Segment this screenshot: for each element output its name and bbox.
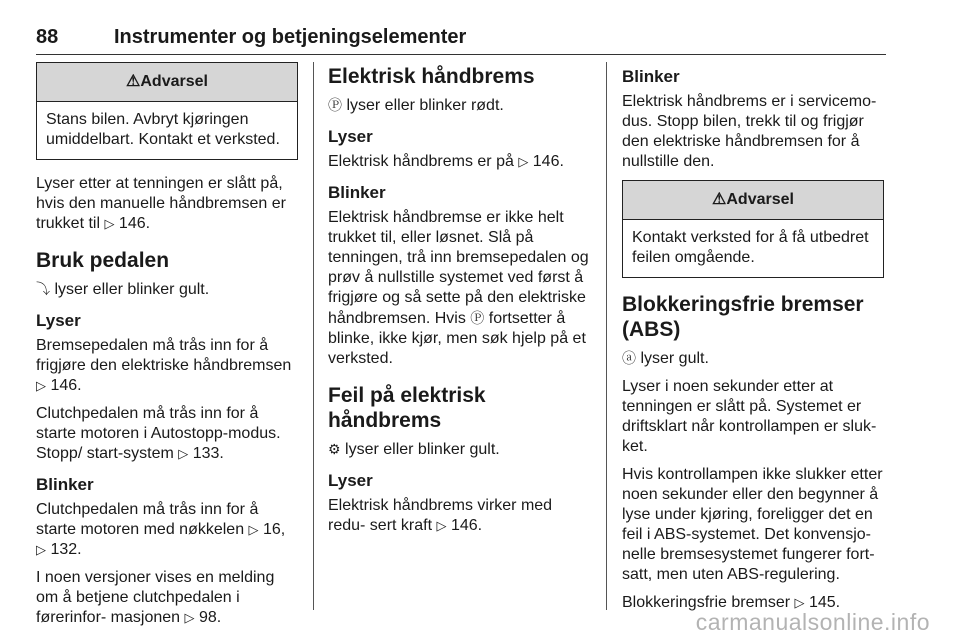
page-reference-arrow-icon: ▷ [178, 446, 189, 461]
paragraph: Clutchpedalen må trås inn for å starte motoren i Autostopp-modus. Stopp/ start-system ▷ 133. [36, 405, 281, 462]
page-reference: 146. [532, 153, 564, 170]
page-reference-arrow-icon: ▷ [794, 595, 805, 610]
section-heading: Elektrisk håndbrems [328, 65, 535, 88]
subheading: Blinker [328, 183, 386, 202]
warning-text: Stans bilen. Avbryt kjøringen umiddelbart. Kontakt et verksted. [46, 111, 280, 148]
page-reference: 133. [192, 445, 224, 462]
watermark: carmanualsonline.info [695, 609, 930, 635]
status-line: Ⓟ lyser eller blinker rødt. [328, 97, 504, 114]
subheading: Lyser [328, 127, 373, 146]
page-reference-arrow-icon: ▷ [104, 216, 115, 231]
page-reference-arrow-icon: ▷ [36, 542, 46, 557]
paragraph: Elektrisk håndbrems er i servicemo- dus. Stopp bilen, trekk til og frigjør den elektriske håndbremsen for å nullstille den. [622, 93, 877, 170]
page-reference-arrow-icon: ▷ [518, 154, 529, 169]
brake-fault-icon: ⚙ [328, 441, 341, 457]
page-reference-arrow-icon: ▷ [248, 522, 259, 537]
status-line: ⤵ lyser eller blinker gult. [36, 281, 210, 298]
warning-title: Advarsel [140, 73, 208, 90]
warning-triangle-icon: ⚠ [126, 73, 141, 90]
clutch-pedal-icon: ⤵ [36, 281, 50, 297]
subheading: Lyser [36, 311, 81, 330]
paragraph: Hvis kontrollampen ikke slukker etter noen sekunder eller den begynner å lyse under kjøring, foreligger det en feil i ABS-systemet. Det konvensjo- nelle bremsesystemet fungerer fort- satt, men uten ABS-regulering. [622, 466, 883, 583]
parking-brake-icon: Ⓟ [328, 97, 342, 113]
column-3 [622, 62, 884, 621]
column-2 [328, 62, 592, 544]
paragraph: I noen versjoner vises en melding om å betjene clutchpedalen i førerinfor- masjonen ▷ 98. [36, 569, 275, 626]
paragraph: Clutchpedalen må trås inn for å starte motoren med nøkkelen ▷ 16, ▷ 132. [36, 501, 286, 558]
page-reference-arrow-icon: ▷ [436, 518, 447, 533]
paragraph: Elektrisk håndbremse er ikke helt trukket til, eller løsnet. Slå på tenningen, trå inn bremsepedalen og prøv å nullstille systemet ved først å frigjøre og så sette på den elektriske håndbremsen. Hvis Ⓟ fortsetter å blinke, ikke kjør, men søk hjelp på et verksted. [328, 209, 589, 367]
paragraph: Bremsepedalen må trås inn for å frigjøre den elektriske håndbremsen ▷ 146. [36, 337, 292, 394]
subheading: Blinker [36, 475, 94, 494]
subheading: Blinker [622, 67, 680, 86]
chapter-title: Instrumenter og betjeningselementer [114, 26, 467, 48]
page-reference: 98. [198, 609, 222, 626]
page-reference: 146. [118, 215, 151, 232]
page-reference: 16, [263, 521, 286, 538]
paragraph: Elektrisk håndbrems virker med redu- sert kraft ▷ 146. [328, 497, 553, 534]
page-number: 88 [36, 26, 59, 48]
status-line: ⚙ lyser eller blinker gult. [328, 441, 500, 458]
abs-icon: ⓐ [622, 350, 636, 366]
warning-header [37, 63, 297, 102]
page-reference: 145. [808, 594, 841, 611]
parking-brake-icon: Ⓟ [470, 310, 485, 326]
warning-box [36, 62, 298, 160]
page-reference: 146. [50, 377, 82, 394]
warning-text: Kontakt verksted for å få utbedret feilen omgående. [632, 229, 869, 266]
warning-triangle-icon: ⚠ [712, 191, 727, 208]
status-line: ⓐ lyser gult. [622, 350, 709, 367]
subheading: Lyser [328, 471, 373, 490]
column-1 [36, 62, 298, 636]
page-reference: 132. [50, 541, 82, 558]
intro-paragraph: Lyser etter at tenningen er slått på, hvis den manuelle håndbremsen er trukket til ▷ 146. [36, 175, 286, 232]
page-reference-arrow-icon: ▷ [36, 378, 46, 393]
warning-title: Advarsel [726, 191, 794, 208]
warning-box [622, 180, 884, 278]
column-divider [313, 62, 314, 610]
section-heading: Feil på elektrisk håndbrems [328, 384, 486, 432]
paragraph: Lyser i noen sekunder etter at tenningen er slått på. Systemet er driftsklart når kontrollampen er sluk- ket. [622, 378, 877, 455]
paragraph: Blokkeringsfrie bremser ▷ 145. [622, 594, 841, 611]
section-heading: Blokkeringsfrie bremser (ABS) [622, 293, 864, 341]
page-reference: 146. [450, 517, 483, 534]
section-heading: Bruk pedalen [36, 249, 170, 272]
page-header [36, 22, 886, 55]
paragraph: Elektrisk håndbrems er på ▷ 146. [328, 153, 564, 170]
column-divider [606, 62, 607, 610]
warning-header [623, 181, 883, 220]
page-reference-arrow-icon: ▷ [184, 610, 195, 625]
